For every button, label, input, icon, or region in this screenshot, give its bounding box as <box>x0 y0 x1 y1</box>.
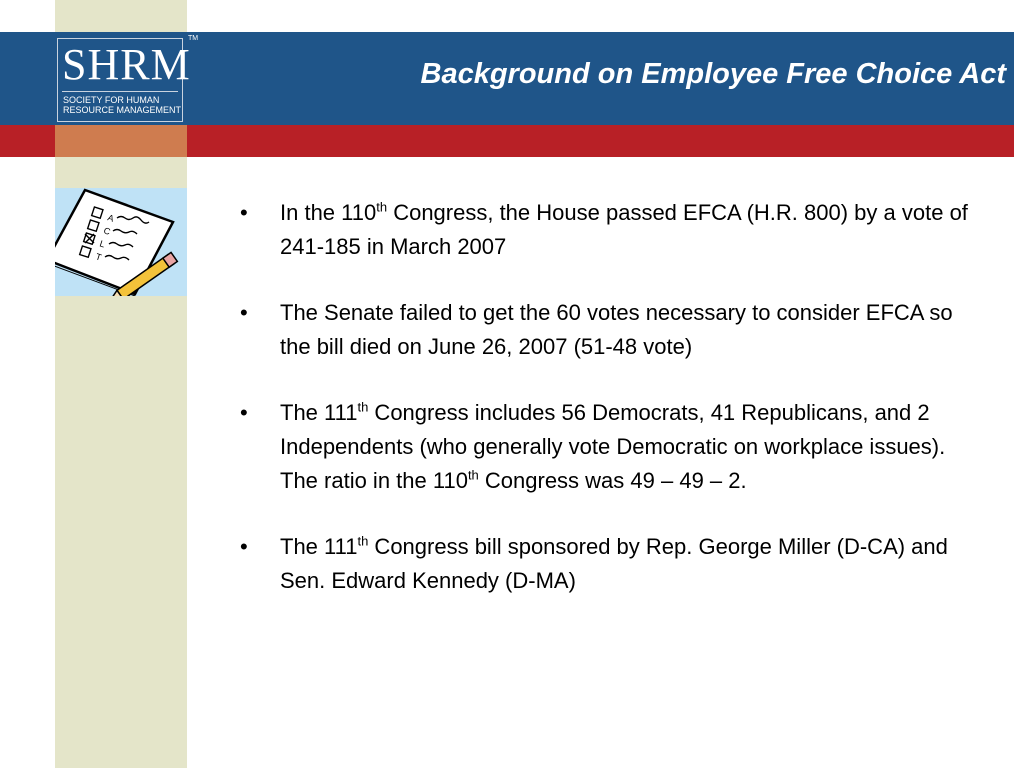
logo-divider <box>62 91 178 92</box>
bullet-item <box>240 296 980 364</box>
bullet-text: Congress includes 56 Democrats, 41 Republicans, and 2 Independents (who generally vote Democratic on workplace issues). The ratio in the 110 <box>280 400 946 493</box>
slide-title: Background on Employee Free Choice Act <box>420 58 1006 90</box>
logo-letters: SHRM <box>62 40 191 89</box>
bullet-item <box>240 196 980 264</box>
ordinal-suffix: th <box>376 199 388 215</box>
bullet-item <box>240 530 980 598</box>
check-mark-a: A <box>106 212 116 224</box>
bullet-text: The 111 <box>280 534 358 559</box>
bullet-text: Congress, the House passed EFCA (H.R. 800) by a vote of 241-185 in March 2007 <box>280 200 968 259</box>
side-strip-accent <box>55 125 187 157</box>
bullet-text: Congress bill sponsored by Rep. George Miller (D-CA) and Sen. Edward Kennedy (D-MA) <box>280 534 948 593</box>
ordinal-suffix: th <box>467 467 479 483</box>
trademark-mark: TM <box>188 35 199 42</box>
bullet-marker: • <box>240 200 248 225</box>
logo-frame <box>57 38 191 122</box>
bullet-marker: • <box>240 534 248 559</box>
check-mark-t: T <box>94 251 103 263</box>
bullet-text: Congress was 49 – 49 – 2. <box>478 468 747 493</box>
ordinal-suffix: th <box>357 399 369 415</box>
bullet-marker: • <box>240 400 248 425</box>
bullet-item <box>240 396 980 498</box>
checklist-pencil-icon <box>55 188 187 296</box>
ordinal-suffix: th <box>357 533 369 549</box>
bullet-marker: • <box>240 300 248 325</box>
bullet-text: In the 110 <box>280 200 377 225</box>
bullet-text: The 111 <box>280 400 358 425</box>
shrm-logo <box>53 34 191 125</box>
check-mark-l: L <box>98 238 107 250</box>
logo-subtitle: SOCIETY FOR HUMAN RESOURCE MANAGEMENT <box>63 95 182 115</box>
bullet-text: The Senate failed to get the 60 votes necessary to consider EFCA so the bill died on June 26, 2007 (51-48 vote) <box>280 300 953 359</box>
check-mark-c: C <box>102 225 112 237</box>
bullet-list <box>240 196 980 630</box>
